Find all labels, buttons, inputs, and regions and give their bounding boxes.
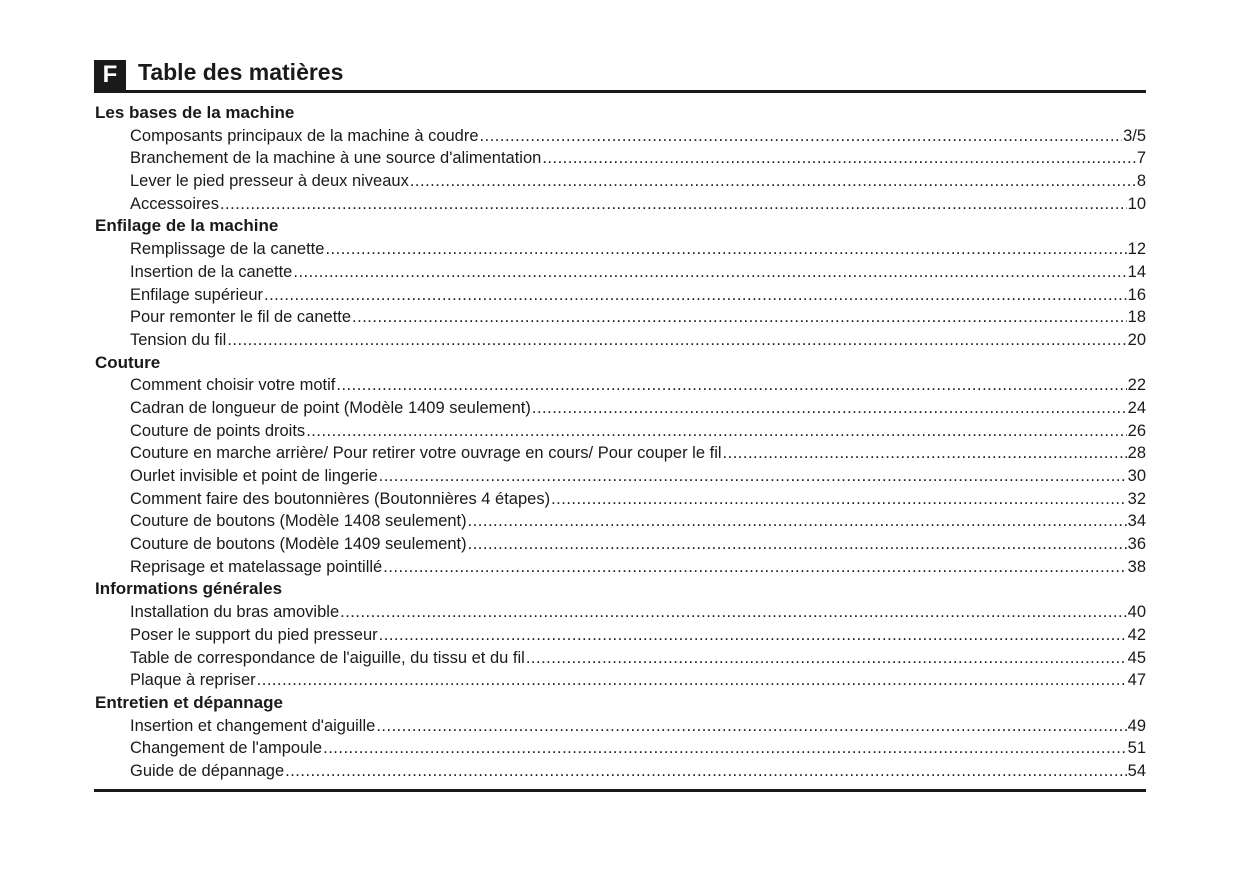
dot-leader (264, 284, 1127, 307)
toc-entry[interactable] (95, 420, 1146, 443)
entry-label: Couture de boutons (Modèle 1409 seulement) (130, 535, 467, 554)
entry-page-number: 40 (1127, 603, 1146, 622)
entry-page-number: 54 (1127, 761, 1146, 780)
entry-page-number: 24 (1127, 398, 1146, 417)
entry-page-number: 32 (1127, 489, 1146, 508)
table-of-contents (95, 102, 1146, 783)
toc-entry[interactable] (95, 760, 1146, 783)
entry-page-number: 18 (1127, 308, 1146, 327)
entry-label: Lever le pied presseur à deux niveaux (130, 172, 409, 191)
dot-leader (293, 261, 1126, 284)
toc-entry[interactable] (95, 193, 1146, 216)
entry-page-number: 42 (1127, 625, 1146, 644)
entry-page-number: 47 (1127, 671, 1146, 690)
dot-leader (306, 420, 1126, 443)
dot-leader (480, 125, 1123, 148)
dot-leader (468, 510, 1127, 533)
page-header (94, 57, 1146, 93)
toc-entry[interactable] (95, 510, 1146, 533)
toc-entry[interactable] (95, 147, 1146, 170)
toc-entry[interactable] (95, 556, 1146, 579)
entry-label: Cadran de longueur de point (Modèle 1409 seulement) (130, 398, 531, 417)
entry-page-number: 30 (1127, 467, 1146, 485)
entry-page-number: 28 (1127, 444, 1146, 463)
entry-label: Guide de dépannage (130, 761, 285, 780)
toc-entry[interactable] (95, 261, 1146, 284)
entry-label: Couture en marche arrière/ Pour retirer votre ouvrage en cours/ Pour couper le fil (130, 444, 722, 463)
entry-label: Changement de l'ampoule (130, 739, 323, 758)
dot-leader (532, 397, 1127, 420)
dot-leader (376, 715, 1126, 738)
entry-label: Couture de points droits (130, 421, 306, 440)
entry-label: Poser le support du pied presseur (130, 625, 378, 644)
dot-leader (220, 193, 1127, 216)
entry-label: Table de correspondance de l'aiguille, du tissu et du fil (130, 648, 525, 667)
dot-leader (379, 465, 1127, 488)
toc-entry[interactable] (95, 170, 1146, 193)
entry-page-number: 49 (1127, 716, 1146, 735)
toc-entry[interactable] (95, 488, 1146, 511)
entry-page-number: 34 (1127, 512, 1146, 531)
dot-leader (379, 624, 1127, 647)
entry-label: Plaque à repriser (130, 671, 256, 690)
toc-entry[interactable] (95, 737, 1146, 760)
section-heading: Entretien et dépannage (95, 692, 283, 712)
entry-label: Branchement de la machine à une source d'alimentation (130, 149, 542, 168)
entry-label: Tension du fil (130, 330, 227, 349)
toc-section (95, 215, 1146, 351)
toc-entry[interactable] (95, 329, 1146, 352)
language-badge: F (94, 60, 126, 90)
entry-page-number: 14 (1127, 262, 1146, 281)
entry-page-number: 20 (1127, 330, 1146, 349)
entry-page-number: 3/5 (1123, 126, 1146, 145)
dot-leader (325, 238, 1126, 261)
entry-label: Remplissage de la canette (130, 240, 325, 259)
toc-entry[interactable] (95, 669, 1146, 692)
page-title: Table des matières (138, 59, 344, 85)
entry-page-number: 51 (1127, 739, 1146, 758)
dot-leader (323, 737, 1127, 760)
entry-page-number: 8 (1136, 172, 1146, 191)
dot-leader (336, 374, 1126, 397)
dot-leader (410, 170, 1136, 193)
section-heading: Les bases de la machine (95, 103, 295, 122)
toc-entry[interactable] (95, 715, 1146, 738)
entry-label: Composants principaux de la machine à coudre (130, 126, 479, 145)
entry-label: Comment faire des boutonnières (Boutonnières 4 étapes) (130, 489, 551, 508)
dot-leader (227, 329, 1126, 352)
entry-page-number: 7 (1136, 149, 1146, 168)
toc-entry[interactable] (95, 601, 1146, 624)
entry-label: Couture de boutons (Modèle 1408 seulement) (130, 512, 467, 531)
entry-page-number: 36 (1127, 535, 1146, 554)
entry-page-number: 45 (1127, 648, 1146, 667)
footer-divider (94, 789, 1146, 792)
section-heading: Informations générales (95, 579, 283, 599)
toc-entry[interactable] (95, 374, 1146, 397)
dot-leader (542, 147, 1135, 170)
toc-entry[interactable] (95, 624, 1146, 647)
toc-section (95, 102, 1146, 215)
toc-entry[interactable] (95, 442, 1146, 465)
toc-section (95, 352, 1146, 579)
section-heading: Couture (95, 352, 161, 372)
entry-page-number: 22 (1127, 376, 1146, 395)
dot-leader (340, 601, 1127, 624)
toc-entry[interactable] (95, 284, 1146, 307)
toc-entry[interactable] (95, 397, 1146, 420)
dot-leader (526, 647, 1127, 670)
dot-leader (352, 306, 1127, 329)
entry-label: Insertion et changement d'aiguille (130, 716, 376, 735)
entry-page-number: 16 (1127, 285, 1146, 304)
dot-leader (551, 488, 1127, 511)
dot-leader (257, 669, 1127, 692)
toc-section (95, 692, 1146, 783)
toc-entry[interactable] (95, 125, 1146, 148)
section-heading: Enfilage de la machine (95, 216, 279, 236)
entry-page-number: 12 (1127, 240, 1146, 259)
entry-label: Insertion de la canette (130, 262, 293, 281)
toc-entry[interactable] (95, 306, 1146, 329)
toc-entry[interactable] (95, 533, 1146, 556)
entry-page-number: 38 (1127, 557, 1146, 576)
entry-label: Enfilage supérieur (130, 285, 263, 304)
entry-label: Comment choisir votre motif (130, 376, 336, 395)
entry-page-number: 10 (1127, 194, 1146, 213)
dot-leader (723, 442, 1127, 465)
entry-label: Accessoires (130, 194, 219, 213)
dot-leader (285, 760, 1127, 783)
toc-entry[interactable] (95, 238, 1146, 261)
entry-label: Ourlet invisible et point de lingerie (130, 467, 378, 485)
dot-leader (468, 533, 1127, 556)
entry-label: Pour remonter le fil de canette (130, 308, 352, 327)
toc-entry[interactable] (95, 465, 1146, 488)
entry-label: Installation du bras amovible (130, 603, 340, 622)
toc-section (95, 578, 1146, 691)
dot-leader (383, 556, 1126, 579)
toc-entry[interactable] (95, 647, 1146, 670)
entry-label: Reprisage et matelassage pointillé (130, 557, 383, 576)
entry-page-number: 26 (1127, 421, 1146, 440)
